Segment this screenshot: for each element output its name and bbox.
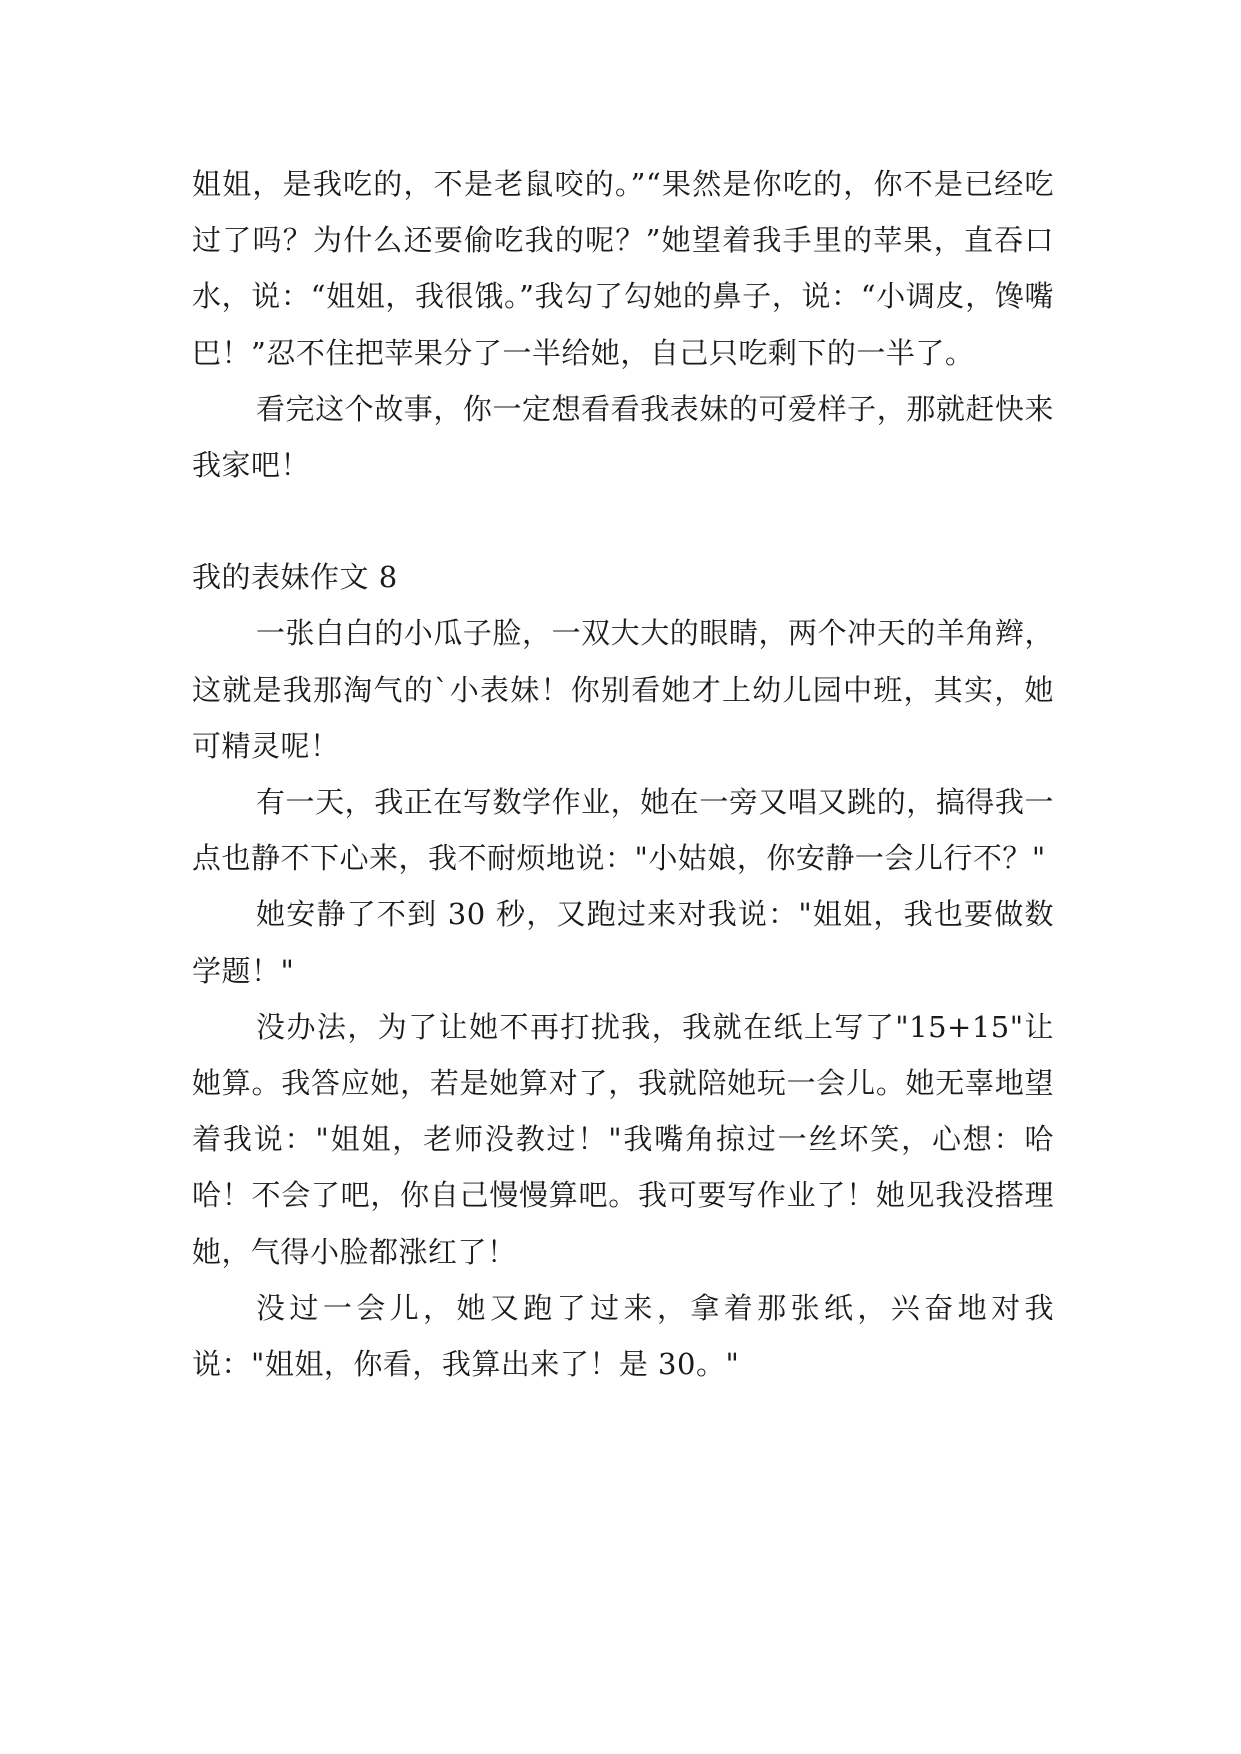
paragraph: 有一天，我正在写数学作业，她在一旁又唱又跳的，搞得我一点也静不下心来，我不耐烦地说："小姑娘，你安静一会儿行不？" [192,785,1054,876]
paragraph: 没办法，为了让她不再打扰我，我就在纸上写了"15+15"让她算。我答应她，若是她算对了，我就陪她玩一会儿。她无辜地望着我说："姐姐，老师没教过！"我嘴角掠过一丝坏笑，心想：哈哈！不会了吧，你自己慢慢算吧。我可要写作业了！她见我没搭理她，气得小脸都涨红了！ [192,1009,1054,1269]
section-title: 我的表妹作文 8 [192,560,398,595]
document-page [192,156,1054,1392]
paragraph: 看完这个故事，你一定想看看我表妹的可爱样子，那就赶快来我家吧！ [192,391,1054,483]
paragraph: 没过一会儿，她又跑了过来，拿着那张纸，兴奋地对我说："姐姐，你看，我算出来了！是 30。" [192,1290,1054,1382]
paragraph: 她安静了不到 30 秒，又跑过来对我说："姐姐，我也要做数学题！" [192,897,1054,988]
section-spacer [192,493,1054,549]
paragraph: 一张白白的小瓜子脸，一双大大的眼睛，两个冲天的羊角辫，这就是我那淘气的`小表妹！你别看她才上幼儿园中班，其实，她可精灵呢！ [192,616,1054,763]
paragraph: 姐姐，是我吃的，不是老鼠咬的。”“果然是你吃的，你不是已经吃过了吗？为什么还要偷吃我的呢？”她望着我手里的苹果，直吞口水，说：“姐姐，我很饿。”我勾了勾她的鼻子，说：“小调皮，馋嘴巴！”忍不住把苹果分了一半给她，自己只吃剩下的一半了。 [192,167,1054,370]
